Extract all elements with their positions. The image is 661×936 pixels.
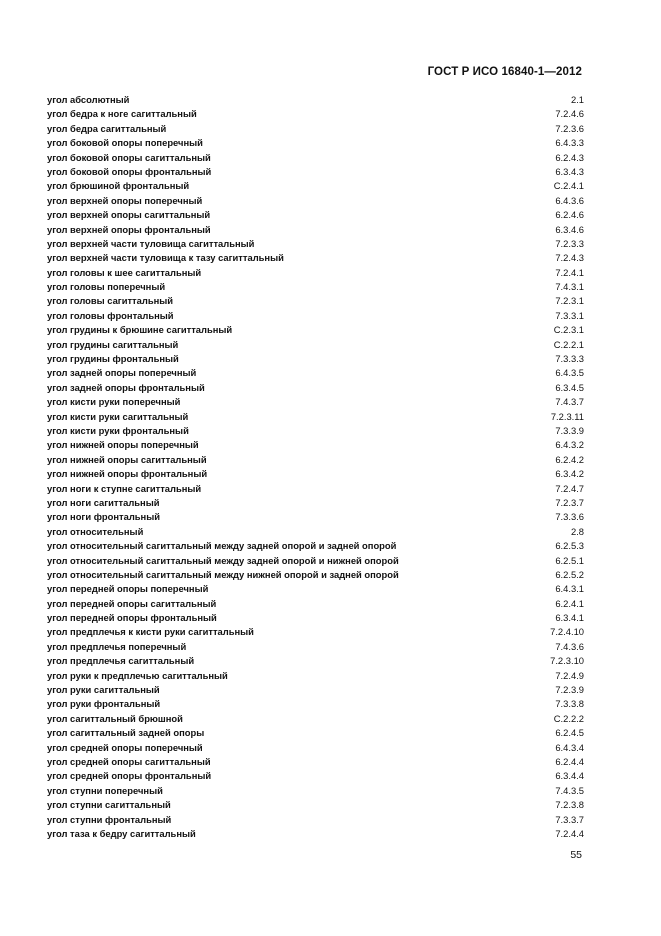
index-entry: [47, 769, 584, 783]
index-reference: 7.2.4.3: [555, 252, 584, 264]
index-reference: 7.2.4.7: [555, 482, 584, 494]
index-entry: [47, 611, 584, 625]
index-reference: 7.2.4.1: [555, 266, 584, 278]
index-term: угол грудины к брюшине сагиттальный: [47, 324, 233, 336]
index-term: угол предплечья к кисти руки сагиттальный: [47, 626, 254, 638]
index-reference: 7.2.4.6: [555, 108, 584, 120]
index-entry: [47, 467, 584, 481]
index-reference: 6.3.4.5: [555, 381, 584, 393]
index-term: угол бедра к ноге сагиттальный: [47, 108, 197, 120]
index-term: угол брюшиной фронтальный: [47, 180, 190, 192]
index-reference: С.2.2.1: [553, 338, 584, 350]
index-entry: [47, 122, 584, 136]
index-term: угол нижней опоры поперечный: [47, 439, 199, 451]
index-term: угол головы к шее сагиттальный: [47, 266, 202, 278]
index-term: угол ступни фронтальный: [47, 813, 172, 825]
index-term: угол боковой опоры фронтальный: [47, 165, 212, 177]
index-term: угол верхней опоры фронтальный: [47, 223, 211, 235]
index-entry: [47, 683, 584, 697]
index-entry: [47, 813, 584, 827]
index-entry: [47, 194, 584, 208]
index-entry: [47, 712, 584, 726]
index-reference: С.2.2.2: [553, 712, 584, 724]
index-entry: [47, 482, 584, 496]
index-term: угол боковой опоры поперечный: [47, 137, 203, 149]
index-reference: 6.2.4.5: [555, 727, 584, 739]
index-reference: 6.4.3.2: [555, 439, 584, 451]
index-entry: [47, 568, 584, 582]
index-reference: 6.2.4.2: [555, 453, 584, 465]
index-reference: 6.2.4.6: [555, 209, 584, 221]
index-term: угол абсолютный: [47, 94, 130, 105]
index-reference: 7.4.3.5: [555, 784, 584, 796]
index-reference: 7.2.3.6: [555, 122, 584, 134]
index-entry: [47, 438, 584, 452]
index-term: угол средней опоры поперечный: [47, 741, 203, 753]
index-entry: [47, 294, 584, 308]
index-entry: [47, 726, 584, 740]
index-entry: [47, 179, 584, 193]
index-term: угол таза к бедру сагиттальный: [47, 827, 196, 839]
index-term: угол задней опоры фронтальный: [47, 381, 205, 393]
index-entry: [47, 366, 584, 380]
index-entry: [47, 223, 584, 237]
index-reference: 6.3.4.3: [555, 165, 584, 177]
index-term: угол кисти руки сагиттальный: [47, 410, 189, 422]
index-entry: [47, 510, 584, 524]
index-entry: [47, 582, 584, 596]
index-entry: [47, 525, 584, 539]
index-term: угол нижней опоры сагиттальный: [47, 453, 207, 465]
index-term: угол боковой опоры сагиттальный: [47, 151, 211, 163]
index-entry: [47, 352, 584, 366]
index-term: угол передней опоры сагиттальный: [47, 597, 217, 609]
index-reference: 6.2.4.4: [555, 755, 584, 767]
index-term: угол сагиттальный задней опоры: [47, 727, 205, 739]
index-entry: [47, 266, 584, 280]
index-entry: [47, 338, 584, 352]
index-entry: [47, 251, 584, 265]
index-reference: 7.2.3.10: [550, 655, 584, 667]
index-reference: 7.4.3.1: [555, 281, 584, 293]
index-entry: [47, 107, 584, 121]
index-reference: 7.3.3.9: [555, 424, 584, 436]
index-term: угол предплечья сагиттальный: [47, 655, 195, 667]
index-term: угол головы фронтальный: [47, 309, 174, 321]
index-term: угол ноги фронтальный: [47, 511, 160, 523]
index-term: угол руки фронтальный: [47, 698, 161, 710]
index-entry: [47, 237, 584, 251]
page-number: 55: [570, 849, 582, 861]
index-reference: 7.4.3.7: [555, 396, 584, 408]
index-reference: 7.3.3.3: [555, 353, 584, 365]
index-term: угол бедра сагиттальный: [47, 122, 167, 134]
index-entry: [47, 755, 584, 769]
index-term: угол кисти руки поперечный: [47, 396, 181, 408]
index-term: угол головы сагиттальный: [47, 295, 174, 307]
index-reference: 6.3.4.6: [555, 223, 584, 235]
index-reference: 7.3.3.7: [555, 813, 584, 825]
index-reference: С.2.3.1: [553, 324, 584, 336]
index-entry: [47, 381, 584, 395]
index-entry: [47, 424, 584, 438]
index-entry: [47, 554, 584, 568]
index-reference: 7.2.3.9: [555, 684, 584, 696]
index-term: угол предплечья поперечный: [47, 640, 187, 652]
index-term: угол сагиттальный брюшной: [47, 712, 183, 724]
index-term: угол верхней части туловища к тазу сагиттальный: [47, 252, 284, 264]
index-reference: 6.2.5.1: [555, 554, 584, 566]
index-reference: 6.3.4.4: [555, 770, 584, 782]
index-reference: 6.3.4.1: [555, 612, 584, 624]
index-entry: [47, 798, 584, 812]
index-term: угол верхней части туловища сагиттальный: [47, 237, 255, 249]
index-reference: 6.2.4.3: [555, 151, 584, 163]
index-reference: 7.2.3.11: [550, 410, 584, 422]
index-entry: [47, 208, 584, 222]
index-term: угол верхней опоры поперечный: [47, 194, 203, 206]
index-entry: [47, 151, 584, 165]
index-reference: 7.3.3.6: [555, 511, 584, 523]
index-entry: [47, 93, 584, 107]
index-term: угол руки сагиттальный: [47, 684, 160, 696]
index-reference: 7.4.3.6: [555, 640, 584, 652]
index-reference: 7.2.4.9: [555, 669, 584, 681]
index-reference: 6.3.4.2: [555, 468, 584, 480]
index-term: угол средней опоры фронтальный: [47, 770, 212, 782]
index-entry: [47, 827, 584, 841]
index-reference: 6.4.3.4: [555, 741, 584, 753]
index-reference: 7.2.3.1: [555, 295, 584, 307]
index-term: угол передней опоры поперечный: [47, 583, 209, 595]
document-header: ГОСТ Р ИСО 16840-1—2012: [427, 66, 582, 78]
index-reference: 7.2.3.8: [555, 799, 584, 811]
index-term: угол задней опоры поперечный: [47, 367, 197, 379]
index-term: угол относительный сагиттальный между нижней опорой и задней опорой: [47, 568, 399, 580]
index-term: угол головы поперечный: [47, 281, 166, 293]
index-entry: [47, 697, 584, 711]
index-reference: 6.4.3.5: [555, 367, 584, 379]
index-entry: [47, 741, 584, 755]
index-reference: 2.1: [570, 94, 584, 105]
index-term: угол руки к предплечью сагиттальный: [47, 669, 228, 681]
index-entry: [47, 654, 584, 668]
index-entry: [47, 597, 584, 611]
index-reference: 6.2.4.1: [555, 597, 584, 609]
index-term: угол кисти руки фронтальный: [47, 424, 189, 436]
index-list: [47, 93, 584, 841]
index-reference: 6.2.5.2: [555, 568, 584, 580]
index-entry: [47, 280, 584, 294]
index-entry: [47, 625, 584, 639]
index-entry: [47, 323, 584, 337]
index-term: угол грудины фронтальный: [47, 353, 179, 365]
index-entry: [47, 669, 584, 683]
index-entry: [47, 496, 584, 510]
index-reference: 2.8: [570, 525, 584, 537]
index-reference: 6.4.3.6: [555, 194, 584, 206]
index-reference: 7.2.3.3: [555, 237, 584, 249]
index-term: угол относительный сагиттальный между задней опорой и задней опорой: [47, 540, 397, 552]
index-term: угол относительный сагиттальный между задней опорой и нижней опорой: [47, 554, 399, 566]
index-entry: [47, 136, 584, 150]
index-term: угол верхней опоры сагиттальный: [47, 209, 211, 221]
index-entry: [47, 309, 584, 323]
index-entry: [47, 640, 584, 654]
index-reference: 7.2.4.4: [555, 827, 584, 839]
index-reference: 7.2.3.7: [555, 496, 584, 508]
index-entry: [47, 395, 584, 409]
index-term: угол нижней опоры фронтальный: [47, 468, 208, 480]
index-term: угол передней опоры фронтальный: [47, 612, 217, 624]
index-entry: [47, 410, 584, 424]
index-term: угол относительный: [47, 525, 144, 537]
index-reference: 6.4.3.1: [555, 583, 584, 595]
index-reference: С.2.4.1: [553, 180, 584, 192]
index-term: угол грудины сагиттальный: [47, 338, 179, 350]
index-reference: 7.3.3.1: [555, 309, 584, 321]
index-reference: 6.2.5.3: [555, 540, 584, 552]
index-entry: [47, 165, 584, 179]
index-reference: 7.3.3.8: [555, 698, 584, 710]
index-term: угол средней опоры сагиттальный: [47, 755, 211, 767]
index-entry: [47, 539, 584, 553]
index-term: угол ступни поперечный: [47, 784, 163, 796]
index-entry: [47, 453, 584, 467]
index-term: угол ступни сагиттальный: [47, 799, 171, 811]
index-term: угол ноги к ступне сагиттальный: [47, 482, 202, 494]
index-term: угол ноги сагиттальный: [47, 496, 160, 508]
index-entry: [47, 784, 584, 798]
index-reference: 7.2.4.10: [550, 626, 584, 638]
index-reference: 6.4.3.3: [555, 137, 584, 149]
